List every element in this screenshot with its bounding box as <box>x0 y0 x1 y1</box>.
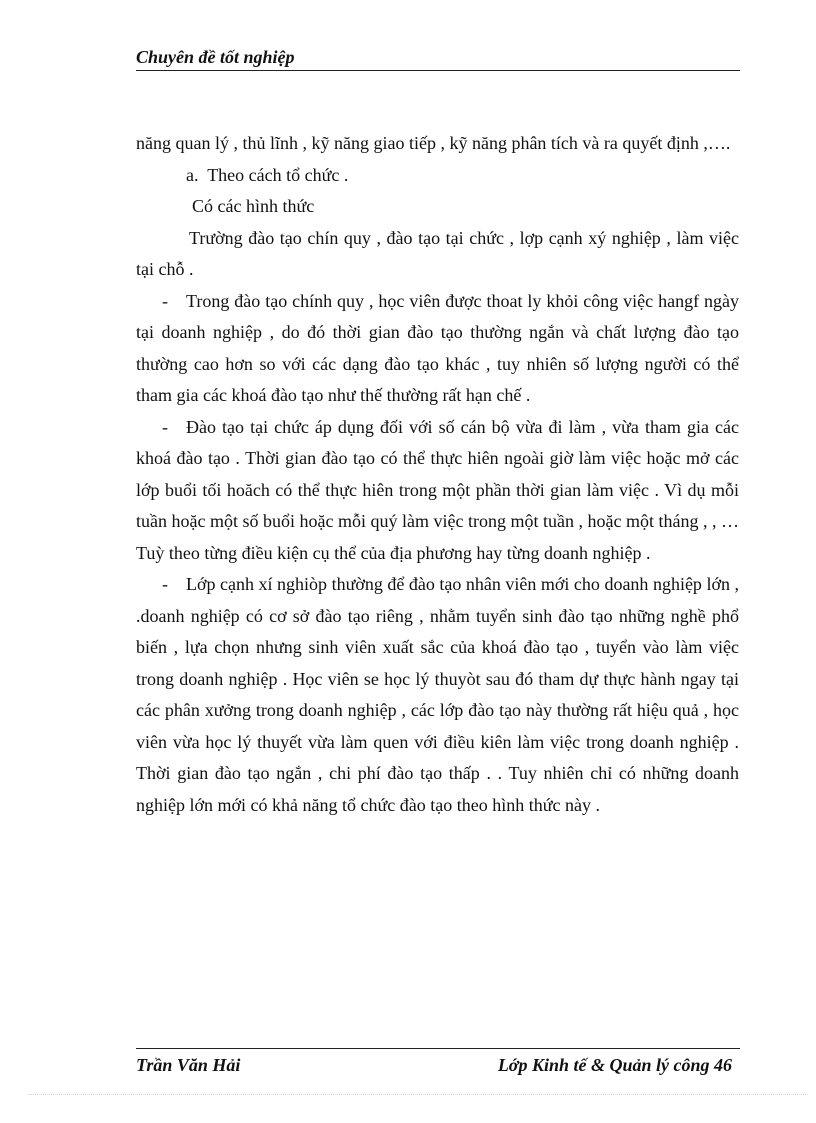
footer-author: Trần Văn Hải <box>136 1055 241 1075</box>
bullet-paragraph-2 <box>136 412 739 570</box>
bullet-text-2: Đào tạo tại chức áp dụng đối với số cán bộ vừa đi làm , vừa tham gia các khoá đào tạo . Thời gian đào tạo có thể thực hiên ngoài giờ làm việc hoặc mở các lớp buổi tối hoăch có thể thực hiên trong một phần thời gian làm việc . Vì dụ mỗi tuần hoặc một số buổi hoặc mỗi quý làm việc trong một tuần , hoặc một tháng , , …Tuỳ theo từng điều kiện cụ thể của địa phương hay từng doanh nghiệp . <box>136 416 739 563</box>
page-bottom-dotted-line <box>28 1094 808 1095</box>
header-title: Chuyên đề tốt nghiệp <box>136 47 295 67</box>
footer-class: Lớp Kinh tế & Quản lý công 46 <box>497 1055 732 1075</box>
forms-list: Trường đào tạo chín quy , đào tạo tại chức , lợp cạnh xý nghiệp , làm việc tại chỗ . <box>136 227 739 279</box>
list-item-a <box>136 160 739 192</box>
bullet-paragraph-1 <box>136 286 739 412</box>
list-item-a-text: Theo cách tổ chức . <box>207 164 349 185</box>
page-content <box>136 128 739 821</box>
paragraph-intro: năng quan lý , thủ lĩnh , kỹ năng giao tiếp , kỹ năng phân tích và ra quyết định ,…. <box>136 133 731 153</box>
bullet-text-3: Lớp cạnh xí nghiòp thường để đào tạo nhân viên mới cho doanh nghiệp lớn , .doanh nghiệp có cơ sở đào tạo riêng , nhằm tuyển sinh đào tạo những nghề phổ biến , lựa chọn nhưng sinh viên xuất sắc của khoá đào tạo , tuyển vào làm việc trong doanh nghiệp . Học viên se học lý thuyòt sau đó tham dự thực hành ngay tại các phân xưởng trong doanh nghiệp , các lớp đào tạo này thường rất hiệu quả , học viên vừa học lý thuyết vừa làm quen với điều kiên làm việc trong doanh nghiệp . Thời gian đào tạo ngắn , chi phí đào tạo thấp . . Tuy nhiên chỉ có những doanh nghiệp lớn mới có khả năng tổ chức đào tạo theo hình thức này . <box>136 574 739 815</box>
bullet-text-1: Trong đào tạo chính quy , học viên được thoat ly khỏi công việc hangf ngày tại doanh nghiệp , do đó thời gian đào tạo thường ngắn và chất lượng đào tạo thường cao hơn so với các dạng đào tạo khác , tuy nhiên số lượng người có thể tham gia các khoá đào tạo như thế thường rất hạn chế . <box>136 290 739 405</box>
list-marker-a: a. <box>186 164 199 185</box>
bullet-dash: - <box>162 416 168 437</box>
page-header <box>136 46 740 71</box>
forms-intro: Có các hình thức <box>192 196 315 216</box>
bullet-paragraph-3 <box>136 569 739 821</box>
bullet-dash: - <box>162 290 168 311</box>
footer-divider <box>136 1048 740 1049</box>
page-footer <box>136 1054 732 1076</box>
bullet-dash: - <box>162 574 168 594</box>
